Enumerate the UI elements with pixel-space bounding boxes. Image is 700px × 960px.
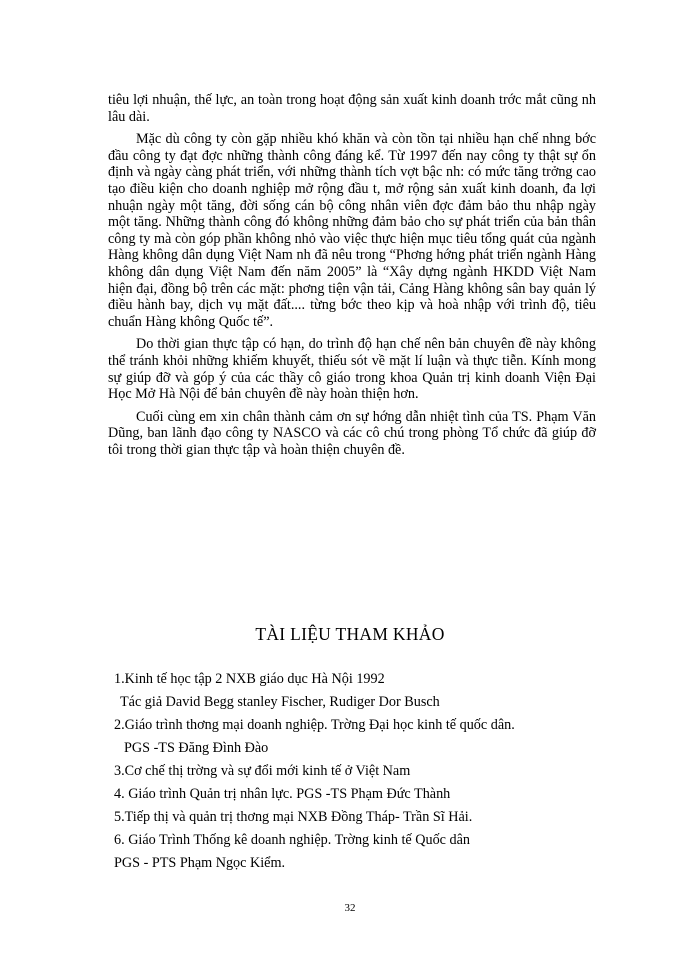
reference-line: PGS - PTS Phạm Ngọc Kiểm. [114,855,286,871]
reference-line: Tác giả David Begg stanley Fischer, Rudiger Dor Busch [120,694,440,710]
reference-line: 6. Giáo Trình Thống kê doanh nghiệp. Trờng kinh tế Quốc dân [114,832,471,848]
paragraph-company-achievements: Mặc dù công ty còn gặp nhiều khó khăn và còn tồn tại nhiều hạn chế nhng bớc đầu công ty đạt đợc những thành công đáng kể. Từ 1997 đến nay công ty thật sự ổn định và ngày càng phát triển, với những thành tích vợt bậc nh: có mức tăng trởng cao tạo điều kiện cho doanh nghiệp mở rộng đầu t, mở rộng sản xuất kinh doanh, đa lợi nhuận ngày một tăng, đời sống cán bộ công nhân viên đợc đảm bảo thu nhập ngày một tăng. Những thành công đó không những đảm bảo cho sự phát triển của bản thân công ty mà còn góp phần không nhỏ vào việc thực hiện mục tiêu tổng quát của ngành Hàng không dân dụng Việt Nam nh đã nêu trong “Phơng hớng phát triển ngành Hàng không dân dụng Việt Nam đến năm 2005” là “Xây dựng ngành HKDD Việt Nam hiện đại, đồng bộ trên các mặt: phơng tiện vận tải, Cảng Hàng không sân bay quản lý điều hành bay, dịch vụ mặt đất.... từng bớc theo kịp và hoà nhập với trình độ, tiêu chuẩn Hàng không Quốc tế”. [108,131,596,330]
reference-line: 4. Giáo trình Quản trị nhân lực. PGS -TS Phạm Đức Thành [114,786,451,802]
page-number: 32 [344,902,356,914]
reference-line: 5.Tiếp thị và quản trị thơng mại NXB Đồng Tháp- Trần Sĩ Hải. [114,809,473,825]
body-text [108,92,596,464]
references-list [114,668,594,875]
paragraph-limitations: Do thời gian thực tập có hạn, do trình độ hạn chế nên bản chuyên đề này không thể tránh khỏi những khiếm khuyết, thiếu sót về mặt lí luận và thực tiễn. Kính mong sự giúp đỡ và góp ý của các thầy cô giáo trong khoa Quản trị kinh doanh Viện Đại Học Mở Hà Nội để bản chuyên đề này hoàn thiện hơn. [108,336,596,403]
reference-line: 3.Cơ chế thị trờng và sự đổi mới kinh tế ở Việt Nam [114,763,411,779]
paragraph-continuation: tiêu lợi nhuận, thế lực, an toàn trong hoạt động sản xuất kinh doanh trớc mắt cũng nh lâu dài. [108,92,596,125]
paragraph-acknowledgements: Cuối cùng em xin chân thành cảm ơn sự hớng dẫn nhiệt tình của TS. Phạm Văn Dũng, ban lãnh đạo công ty NASCO và các cô chú trong phòng Tổ chức đã giúp đỡ tôi trong thời gian thực tập và hoàn thiện chuyên đề. [108,408,596,458]
reference-line: 2.Giáo trình thơng mại doanh nghiệp. Trờng Đại học kinh tế quốc dân. [114,717,515,733]
reference-line: PGS -TS Đăng Đình Đào [124,740,269,756]
references-title: TÀI LIỆU THAM KHẢO [255,624,445,644]
reference-line: 1.Kinh tế học tập 2 NXB giáo dục Hà Nội 1992 [114,671,385,687]
